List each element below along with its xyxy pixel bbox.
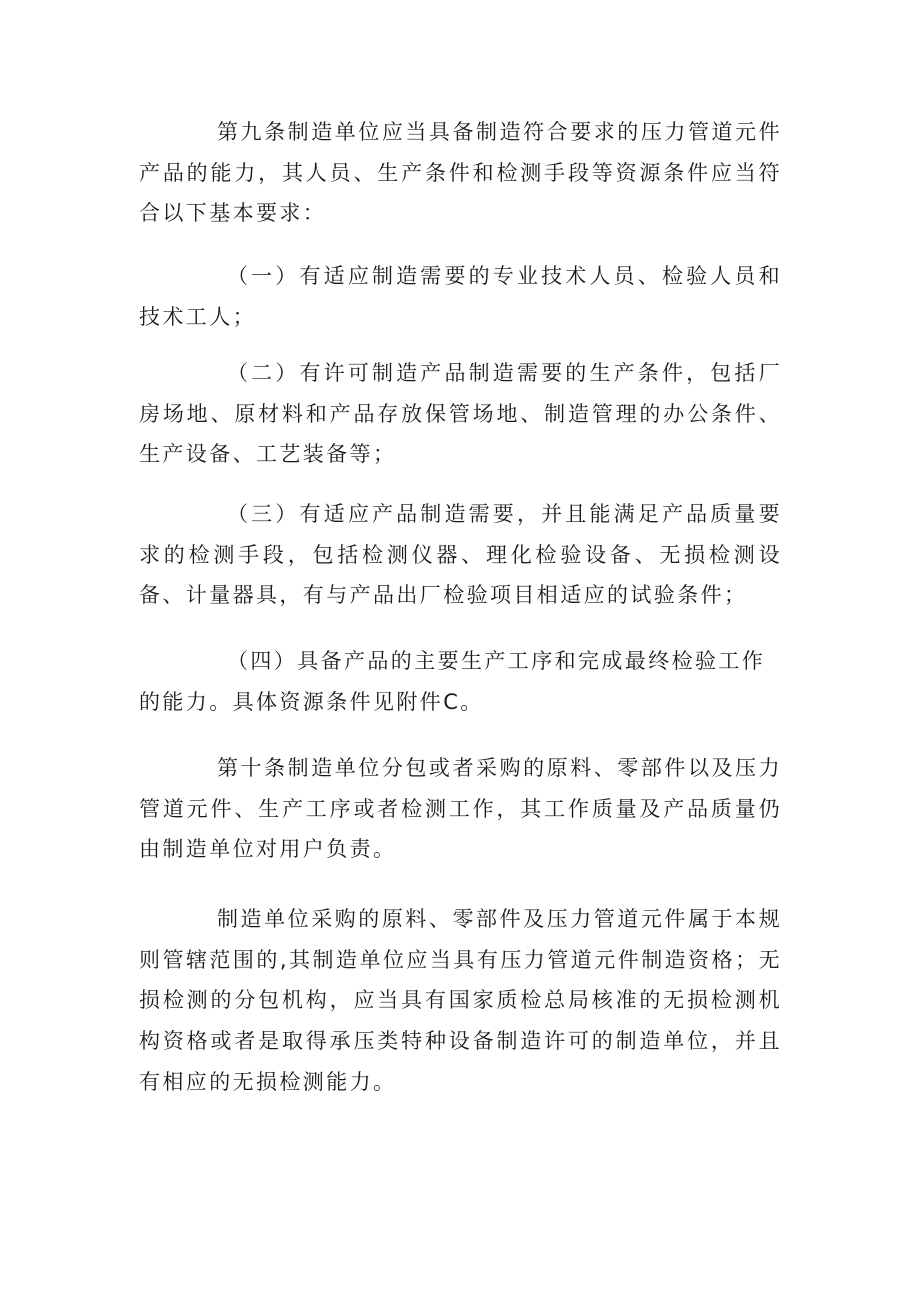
requirement-item-1: （一）有适应制造需要的专业技术人员、检验人员和技术工人； xyxy=(139,264,782,329)
requirement-item-4-line-2: 的能力。具体资源条件见附件C。 xyxy=(139,689,484,714)
requirement-item-4 xyxy=(139,641,782,722)
requirement-item-2: （二）有许可制造产品制造需要的生产条件，包括厂房场地、原材料和产品存放保管场地、制造管理的办公条件、生产设备、工艺装备等； xyxy=(139,361,782,467)
procurement-paragraph: 制造单位采购的原料、零部件及压力管道元件属于本规则管辖范围的,其制造单位应当具有压力管道元件制造资格；无损检测的分包机构，应当具有国家质检总局核准的无损检测机构资格或者是取得承压类特种设备制造许可的制造单位，并且有相应的无损检测能力。 xyxy=(139,907,782,1094)
article-9-paragraph: 第九条制造单位应当具备制造符合要求的压力管道元件产品的能力，其人员、生产条件和检测手段等资源条件应当符合以下基本要求： xyxy=(139,120,782,226)
requirement-item-3: （三）有适应产品制造需要，并且能满足产品质量要求的检测手段，包括检测仪器、理化检验设备、无损检测设备、计量器具，有与产品出厂检验项目相适应的试验条件； xyxy=(139,502,782,608)
requirement-item-4-line-1: （四）具备产品的主要生产工序和完成最终检验工作 xyxy=(227,649,766,673)
article-10-paragraph: 第十条制造单位分包或者采购的原料、零部件以及压力管道元件、生产工序或者检测工作，其工作质量及产品质量仍由制造单位对用户负责。 xyxy=(139,756,782,862)
